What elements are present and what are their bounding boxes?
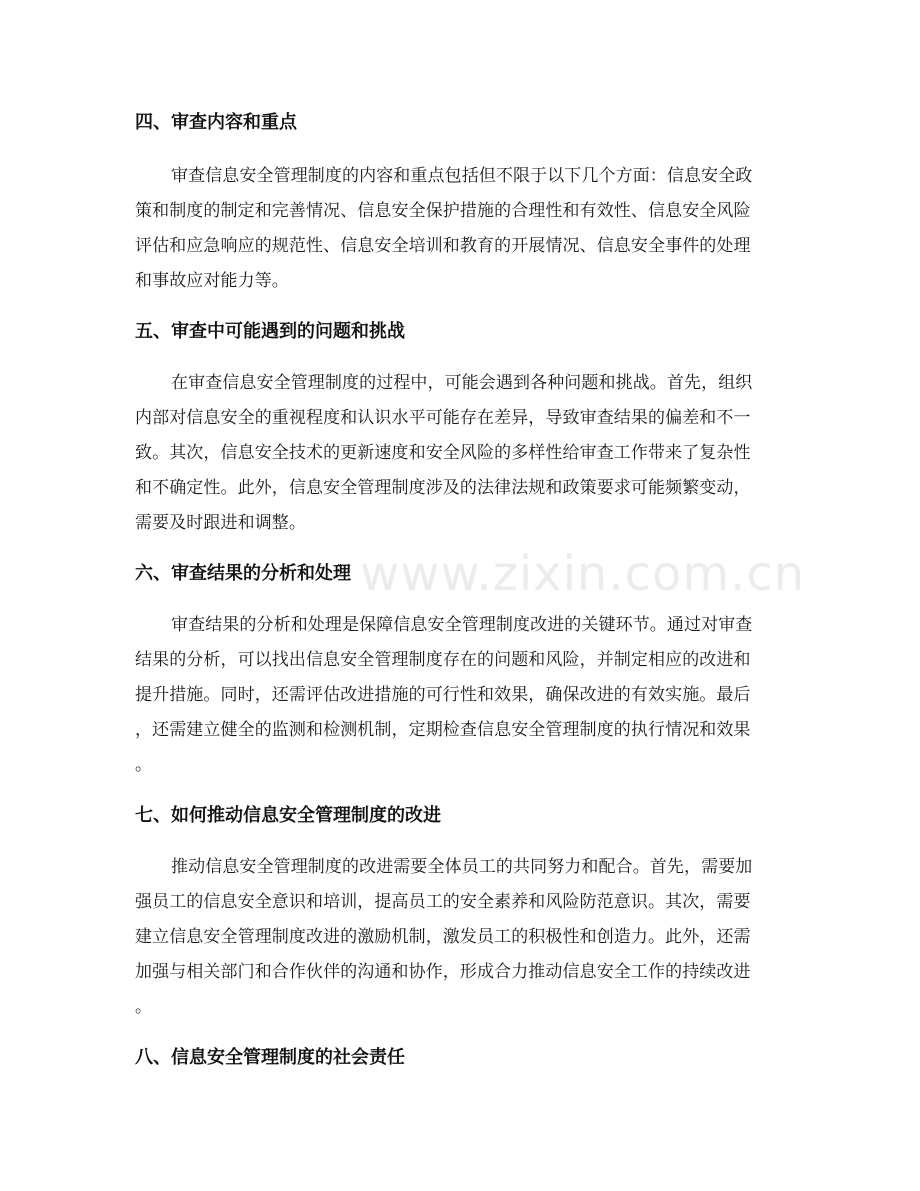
section-4-line-2: 策和制度的制定和完善情况、信息安全保护措施的合理性和有效性、信息安全风险	[135, 201, 751, 221]
section-6-line-5: 。	[135, 755, 153, 775]
section-4-line-1: 审查信息安全管理制度的内容和重点包括但不限于以下几个方面：信息安全政	[171, 166, 753, 186]
section-4-line-4: 和事故应对能力等。	[135, 271, 289, 291]
section-heading-6: 六、审查结果的分析和处理	[135, 563, 351, 584]
section-5-line-1: 在审查信息安全管理制度的过程中，可能会遇到各种问题和挑战。首先，组织	[171, 373, 753, 393]
section-5-line-3: 致。其次，信息安全技术的更新速度和安全风险的多样性给审查工作带来了复杂性	[135, 443, 751, 463]
section-7-line-1: 推动信息安全管理制度的改进需要全体员工的共同努力和配合。首先，需要加	[171, 857, 753, 877]
section-heading-7: 七、如何推动信息安全管理制度的改进	[135, 805, 441, 826]
section-5-line-4: 和不确定性。此外，信息安全管理制度涉及的法律法规和政策要求可能频繁变动，	[135, 478, 751, 498]
section-5-line-5: 需要及时跟进和调整。	[135, 513, 306, 533]
section-7-line-4: 加强与相关部门和合作伙伴的沟通和协作，形成合力推动信息安全工作的持续改进	[135, 962, 751, 982]
section-heading-8: 八、信息安全管理制度的社会责任	[135, 1047, 405, 1068]
watermark: www.zixin.com.cn	[360, 546, 806, 602]
section-7-line-2: 强员工的信息安全意识和培训，提高员工的安全素养和风险防范意识。其次，需要	[135, 892, 751, 912]
section-6-line-4: ，还需建立健全的监测和检测机制，定期检查信息安全管理制度的执行情况和效果	[135, 720, 751, 740]
section-heading-4: 四、审查内容和重点	[135, 112, 297, 133]
section-4-line-3: 评估和应急响应的规范性、信息安全培训和教育的开展情况、信息安全事件的处理	[135, 236, 751, 256]
section-6-line-1: 审查结果的分析和处理是保障信息安全管理制度改进的关键环节。通过对审查	[171, 615, 753, 635]
section-6-line-2: 结果的分析，可以找出信息安全管理制度存在的问题和风险，并制定相应的改进和	[135, 650, 751, 670]
section-heading-5: 五、审查中可能遇到的问题和挑战	[135, 321, 405, 342]
section-6-line-3: 提升措施。同时，还需评估改进措施的可行性和效果，确保改进的有效实施。最后	[135, 685, 751, 705]
section-7-line-3: 建立信息安全管理制度改进的激励机制，激发员工的积极性和创造力。此外，还需	[135, 927, 751, 947]
section-7-line-5: 。	[135, 997, 153, 1017]
section-5-line-2: 内部对信息安全的重视程度和认识水平可能存在差异，导致审查结果的偏差和不一	[135, 408, 751, 428]
